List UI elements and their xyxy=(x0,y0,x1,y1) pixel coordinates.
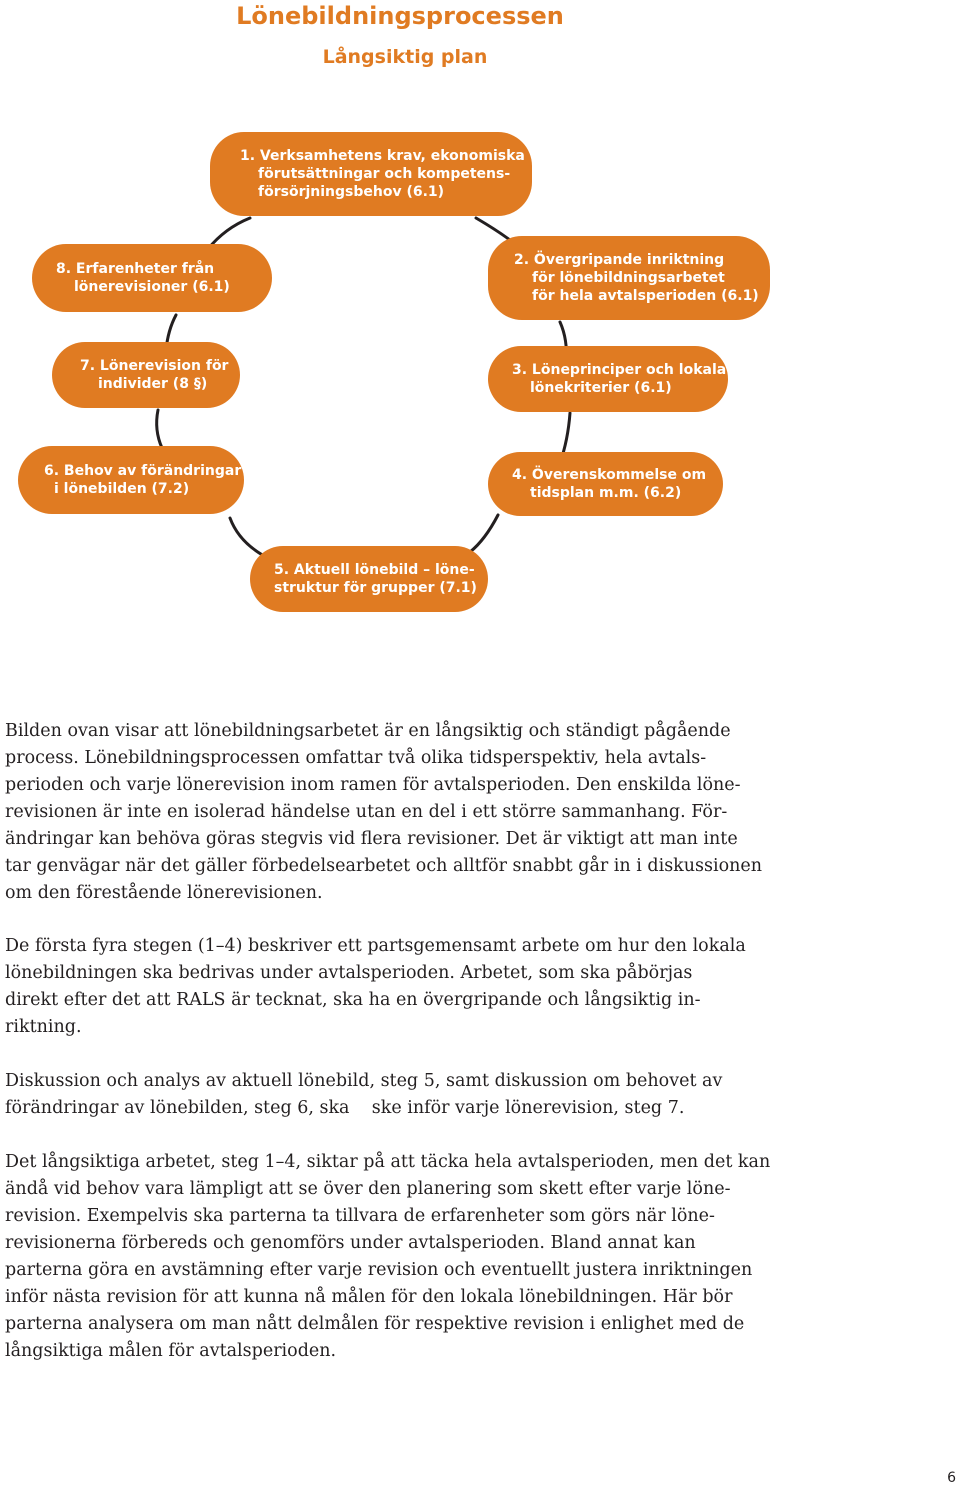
paragraph-1-line: perioden och varje lönerevision inom ramen för avtalsperioden. Den enskilda löne- xyxy=(5,775,741,795)
step-5-line-2: struktur för grupper (7.1) xyxy=(274,580,477,596)
step-3-line-1: 3. Löneprinciper och lokala xyxy=(512,362,727,378)
step-4-line-2: tidsplan m.m. (6.2) xyxy=(530,485,682,501)
paragraph-1-line: Bilden ovan visar att lönebildningsarbetet är en långsiktig och ständigt pågående xyxy=(5,721,731,741)
step-2-line-3: för hela avtalsperioden (6.1) xyxy=(532,288,759,304)
paragraph-2-line: riktning. xyxy=(5,1017,82,1037)
step-8-line-2: lönerevisioner (6.1) xyxy=(74,279,230,295)
step-1-line-1: 1. Verksamhetens krav, ekonomiska xyxy=(240,148,525,164)
step-7-line-1: 7. Lönerevision för xyxy=(80,358,229,374)
step-5-line-1: 5. Aktuell lönebild – löne- xyxy=(274,562,475,578)
paragraph-2 xyxy=(5,933,825,1041)
step-6-line-1: 6. Behov av förändringar xyxy=(44,463,242,479)
step-1-pill xyxy=(210,132,532,216)
page-number: 6 xyxy=(947,1470,956,1486)
step-8-line-1: 8. Erfarenheter från xyxy=(56,261,215,277)
paragraph-1 xyxy=(5,718,825,907)
paragraph-3-line: förändringar av lönebilden, steg 6, ska ske inför varje lönerevision, steg 7. xyxy=(5,1098,685,1118)
paragraph-4-line: parterna analysera om man nått delmålen för respektive revision i enlighet med de xyxy=(5,1314,745,1334)
paragraph-2-line: lönebildningen ska bedrivas under avtalsperioden. Arbetet, som ska påbörjas xyxy=(5,963,693,983)
paragraph-4-line: ändå vid behov vara lämpligt att se över den planering som skett efter varje löne- xyxy=(5,1179,731,1199)
step-5-pill xyxy=(250,546,488,612)
paragraph-3-line: Diskussion och analys av aktuell lönebild, steg 5, samt diskussion om behovet av xyxy=(5,1071,723,1091)
step-4-line-1: 4. Överenskommelse om xyxy=(512,467,707,483)
page-subtitle: Långsiktig plan xyxy=(322,46,488,68)
connector-4-5 xyxy=(470,515,498,552)
paragraph-4-line: Det långsiktiga arbetet, steg 1–4, siktar på att täcka hela avtalsperioden, men det kan xyxy=(5,1152,771,1172)
paragraph-1-line: om den förestående lönerevisionen. xyxy=(5,883,323,903)
page-title: Lönebildningsprocessen xyxy=(236,2,564,30)
step-3-pill xyxy=(488,346,728,412)
step-1-line-2: förutsättningar och kompetens- xyxy=(258,166,511,182)
step-6-line-2: i lönebilden (7.2) xyxy=(54,481,190,497)
step-8-pill xyxy=(32,244,272,312)
paragraph-2-line: direkt efter det att RALS är tecknat, ska ha en övergripande och långsiktig in- xyxy=(5,990,701,1010)
paragraph-1-line: ändringar kan behöva göras stegvis vid flera revisioner. Det är viktigt att man inte xyxy=(5,829,738,849)
paragraph-1-line: revisionen är inte en isolerad händelse utan en del i ett större sammanhang. För- xyxy=(5,802,728,822)
paragraph-4-line: parterna göra en avstämning efter varje revision och eventuellt justera inriktningen xyxy=(5,1260,753,1280)
paragraph-1-line: tar genvägar när det gäller förbedelsearbetet och alltför snabbt går in i diskussionen xyxy=(5,856,763,876)
step-7-line-2: individer (8 §) xyxy=(98,376,208,392)
paragraph-4-line: revision. Exempelvis ska parterna ta tillvara de erfarenheter som görs när löne- xyxy=(5,1206,715,1226)
step-6-pill xyxy=(18,446,244,514)
step-2-line-1: 2. Övergripande inriktning xyxy=(514,252,725,268)
paragraph-2-line: De första fyra stegen (1–4) beskriver ett partsgemensamt arbete om hur den lokala xyxy=(5,936,746,956)
paragraph-3 xyxy=(5,1068,825,1122)
step-3-line-2: lönekriterier (6.1) xyxy=(530,380,672,396)
paragraph-1-line: process. Lönebildningsprocessen omfattar två olika tidsperspektiv, hela avtals- xyxy=(5,748,707,768)
paragraph-4-line: långsiktiga målen för avtalsperioden. xyxy=(5,1341,337,1361)
step-2-line-2: för lönebildningsarbetet xyxy=(532,270,725,286)
paragraph-4-line: inför nästa revision för att kunna nå målen för den lokala lönebildningen. Här bör xyxy=(5,1287,733,1307)
step-1-line-3: försörjningsbehov (6.1) xyxy=(258,184,445,200)
step-7-pill xyxy=(52,342,240,408)
connector-6-7 xyxy=(157,410,162,448)
paragraph-4 xyxy=(5,1149,825,1365)
paragraph-4-line: revisionerna förbereds och genomförs under avtalsperioden. Bland annat kan xyxy=(5,1233,696,1253)
step-2-pill xyxy=(488,236,770,320)
step-4-pill xyxy=(488,452,723,516)
